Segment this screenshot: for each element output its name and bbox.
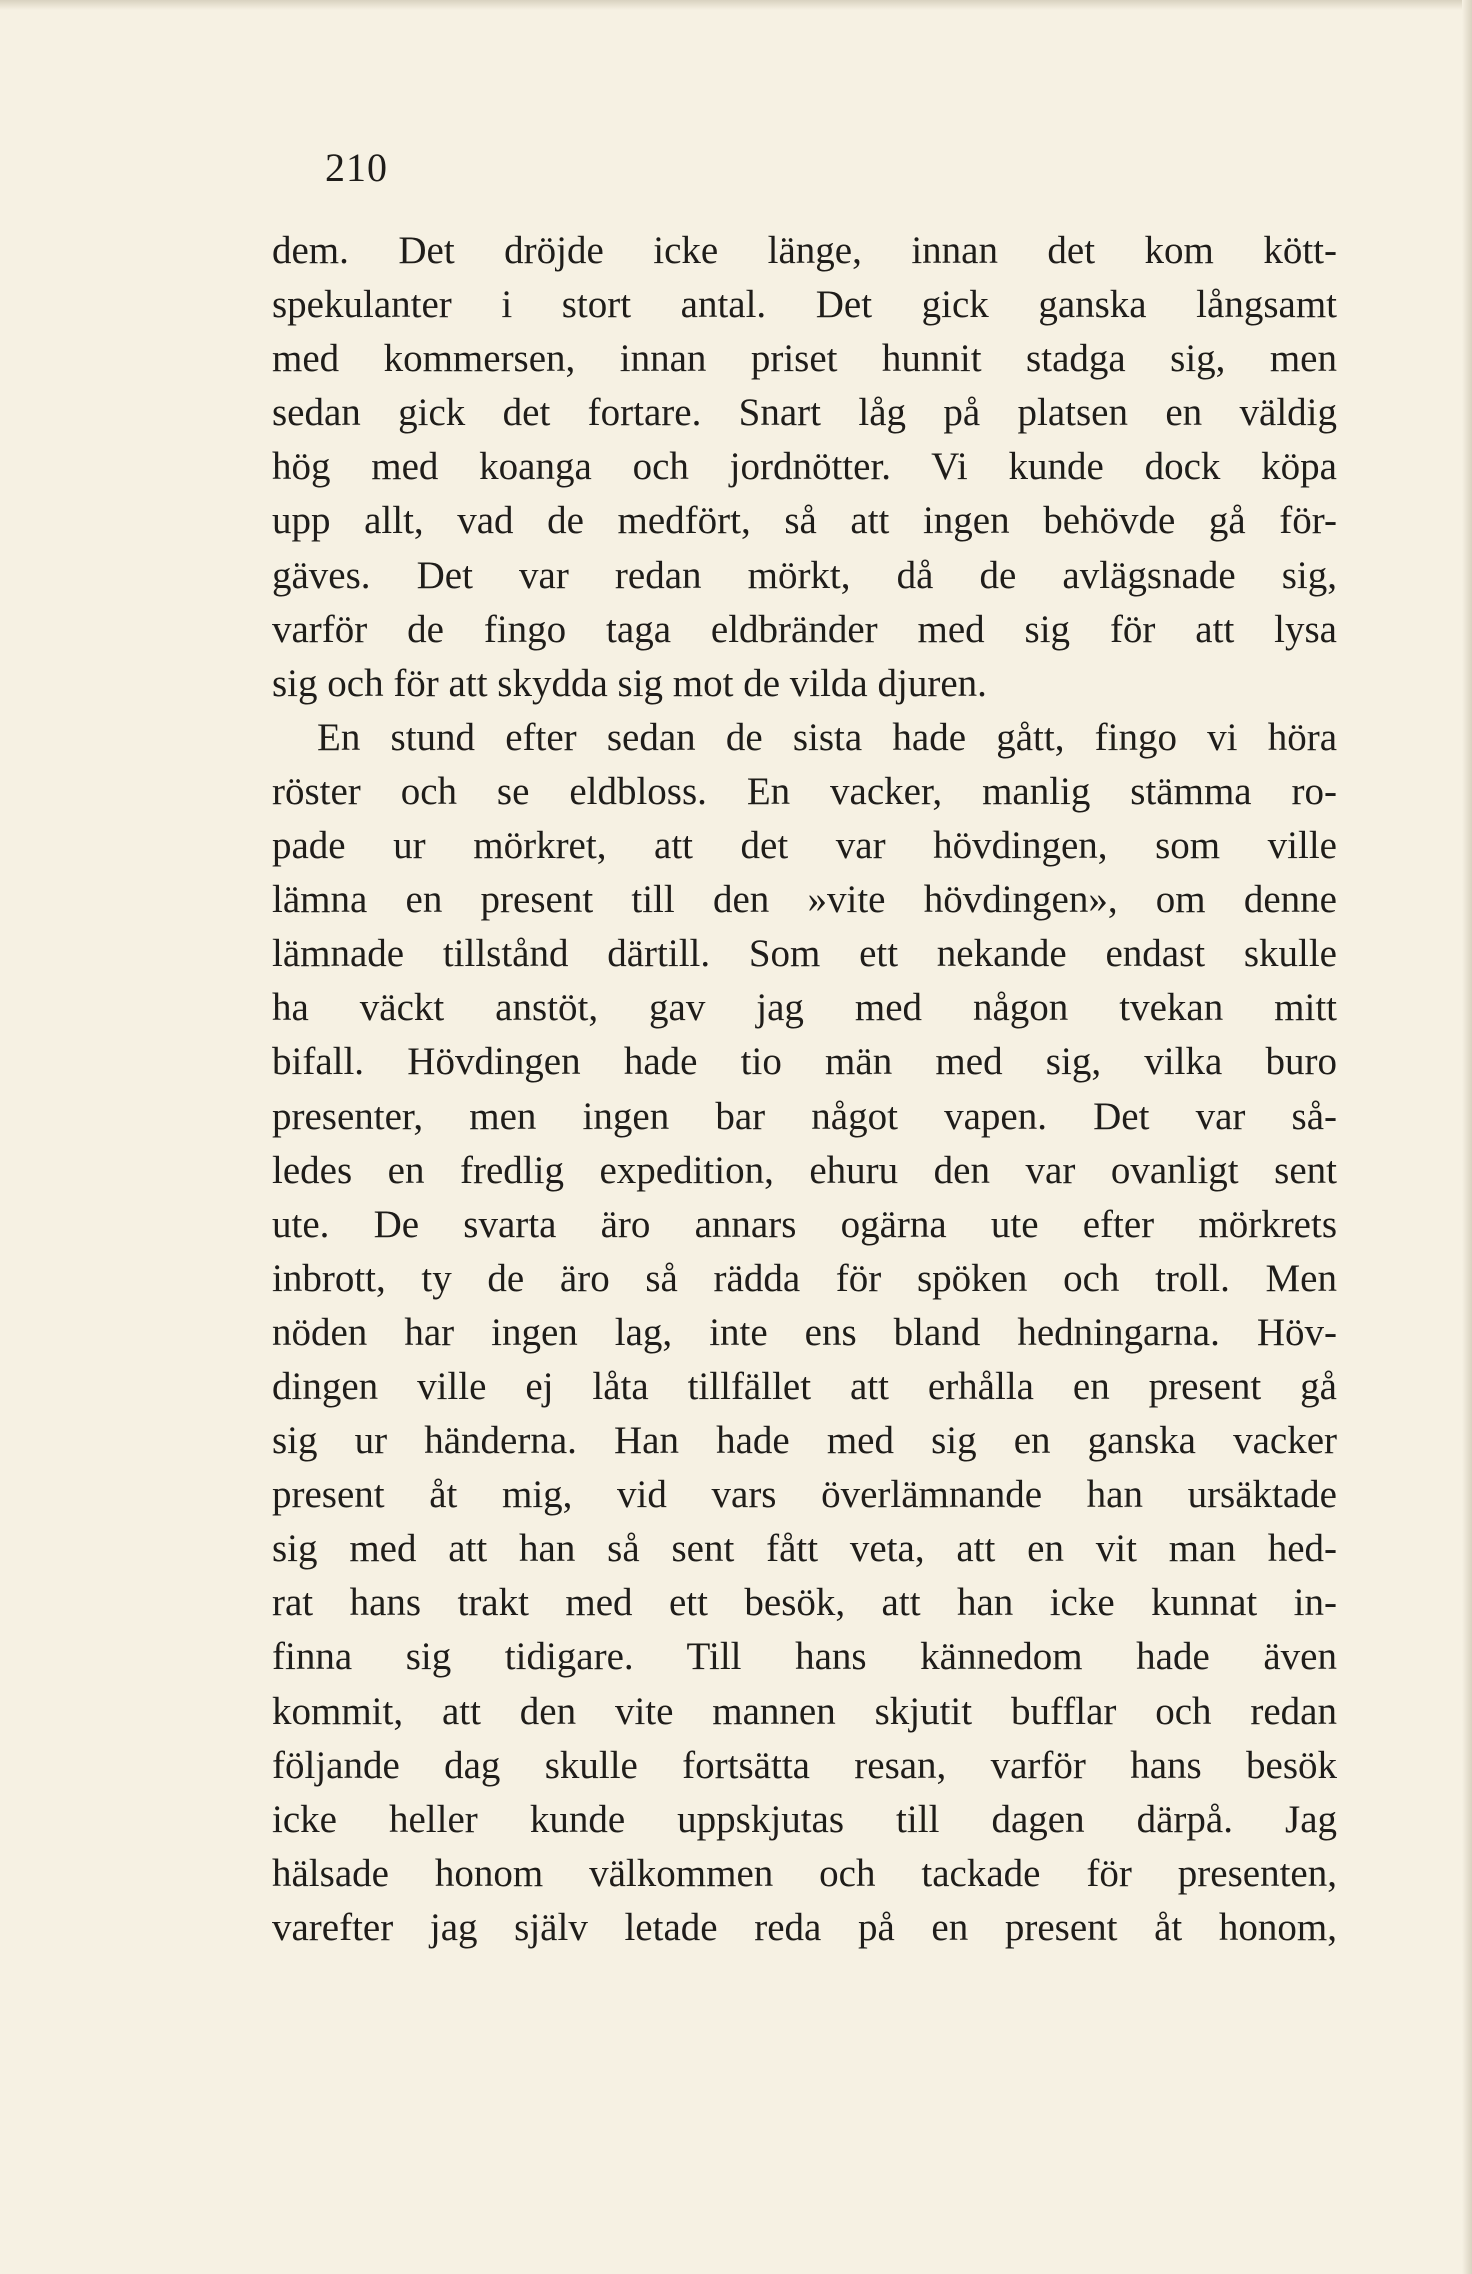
text-line: hälsade honom välkommen och tackade för presenten,	[272, 1851, 1337, 1895]
text-line: inbrott, ty de äro så rädda för spöken och troll. Men	[272, 1256, 1337, 1300]
text-line: kommit, att den vite mannen skjutit bufflar och redan	[272, 1689, 1337, 1733]
text-line: varefter jag själv letade reda på en present åt honom,	[272, 1905, 1337, 1949]
text-line: gäves. Det var redan mörkt, då de avlägsnade sig,	[272, 553, 1337, 597]
page-edge	[1462, 0, 1472, 2274]
text-line: dem. Det dröjde icke länge, innan det kom kött-	[272, 229, 1337, 272]
text-line: sig med att han så sent fått veta, att en vit man hed-	[272, 1527, 1337, 1571]
text-line: lämna en present till den »vite hövdingen», om denne	[272, 878, 1337, 922]
text-line: presenter, men ingen bar något vapen. Det var så-	[272, 1094, 1337, 1138]
text-line: pade ur mörkret, att det var hövdingen, som ville	[272, 824, 1337, 868]
text-line: bifall. Hövdingen hade tio män med sig, vilka buro	[272, 1040, 1337, 1084]
text-line: varför de fingo taga eldbränder med sig för att lysa	[272, 607, 1337, 651]
text-line: rat hans trakt med ett besök, att han icke kunnat in-	[272, 1581, 1337, 1625]
text-line: röster och se eldbloss. En vacker, manlig stämma ro-	[272, 769, 1337, 813]
text-line: nöden har ingen lag, inte ens bland hedningarna. Höv-	[272, 1310, 1337, 1354]
text-line: sig ur händerna. Han hade med sig en ganska vacker	[272, 1419, 1337, 1463]
page-number: 210	[325, 145, 388, 190]
text-line: lämnade tillstånd därtill. Som ett nekande endast skulle	[272, 932, 1337, 976]
text-line: följande dag skulle fortsätta resan, varför hans besök	[272, 1743, 1337, 1787]
body-text	[272, 224, 1337, 1955]
text-line: upp allt, vad de medfört, så att ingen behövde gå för-	[272, 499, 1337, 543]
text-line: spekulanter i stort antal. Det gick ganska långsamt	[272, 283, 1337, 327]
text-line: En stund efter sedan de sista hade gått, fingo vi höra	[317, 715, 1337, 759]
page-edge	[0, 0, 1472, 10]
text-line: present åt mig, vid vars överlämnande han ursäktade	[272, 1473, 1337, 1517]
text-line: ledes en fredlig expedition, ehuru den var ovanligt sent	[272, 1148, 1337, 1192]
text-line: med kommersen, innan priset hunnit stadga sig, men	[272, 337, 1337, 381]
text-line: dingen ville ej låta tillfället att erhålla en present gå	[272, 1364, 1337, 1408]
text-line: ha väckt anstöt, gav jag med någon tvekan mitt	[272, 986, 1337, 1030]
text-line: hög med koanga och jordnötter. Vi kunde dock köpa	[272, 445, 1337, 489]
text-line: finna sig tidigare. Till hans kännedom hade även	[272, 1635, 1337, 1679]
text-line: icke heller kunde uppskjutas till dagen därpå. Jag	[272, 1797, 1337, 1841]
text-line: ute. De svarta äro annars ogärna ute efter mörkrets	[272, 1202, 1337, 1246]
text-line: sig och för att skydda sig mot de vilda djuren.	[272, 661, 987, 705]
text-line: sedan gick det fortare. Snart låg på platsen en väldig	[272, 391, 1337, 435]
